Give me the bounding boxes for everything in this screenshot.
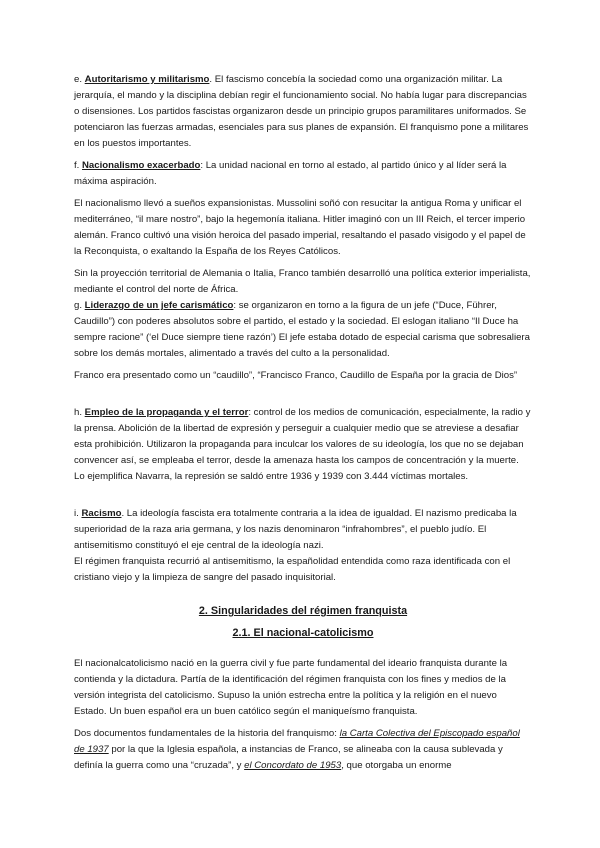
nc-p2-document-carta: la Carta Colectiva del Episcopado español de 1937 xyxy=(74,728,520,755)
section-g-extra-1: Franco era presentado como un “caudillo”, “Francisco Franco, Caudillo de España por la gracia de Dios” xyxy=(74,370,518,381)
section-h-paragraph xyxy=(74,405,532,485)
section-f-title: Nacionalismo exacerbado xyxy=(82,160,201,171)
section-h-body: : control de los medios de comunicación, especialmente, la radio y la prensa. Abolición de la libertad de expresión y perseguir a cualquier medio que se atreviese a desafiar esta prohibición. Utilizaron la propaganda para inculcar los valores de su ideología, los que no se dejaban convencer así, se empleaba el terror, desde la amenaza hasta los campos de concentración y la muerte. Lo ejemplifica Navarra, la represión se saldó entre 1936 y 1939 con 3.444 víctimas mortales. xyxy=(74,407,531,482)
subsection-heading-2-1: 2.1. El nacional-catolicismo xyxy=(232,627,374,639)
section-f-body: : La unidad nacional en torno al estado, al partido único y al líder será la máxima aspiración. xyxy=(74,160,507,187)
section-i xyxy=(74,506,532,586)
section-e xyxy=(74,72,532,152)
section-i-body: . La ideología fascista era totalmente contraria a la idea de igualdad. El nazismo predicaba la superioridad de la raza aria germana, y los nazis denominaron “infrahombres”, el pueblo judío. El antisemitismo constituyó el eje central de la ideología nazi. xyxy=(74,508,517,551)
section-f-prefix: f. xyxy=(74,160,82,171)
nacionalcatolicismo-paragraph-2 xyxy=(74,726,532,774)
section-i-extra-1: El régimen franquista recurrió al antisemitismo, la españolidad entendida como raza identificada con el cristiano viejo y la limpieza de sangre del pasado inquisitorial. xyxy=(74,556,511,583)
nc-p2-document-concordato: el Concordato de 1953 xyxy=(244,760,342,771)
section-h-prefix: h. xyxy=(74,407,85,418)
nacionalcatolicismo-text xyxy=(74,656,532,774)
section-e-prefix: e. xyxy=(74,74,85,85)
section-i-paragraph xyxy=(74,506,532,554)
section-g-paragraph xyxy=(74,298,532,362)
section-e-body: . El fascismo concebía la sociedad como una organización militar. La jerarquía, el mando y la disciplina debían regir el funcionamiento social. No había lugar para discrepancias o disensiones. Los partidos fascistas organizaron desde un principio grupos paramilitares uniformados. Se potenciaron las fuerzas armadas, esenciales para sus planes de expansión. El franquismo pone a militares en los puestos importantes. xyxy=(74,74,529,149)
section-f-paragraph xyxy=(74,158,532,190)
section-f-extra-2: Sin la proyección territorial de Alemania o Italia, Franco también desarrolló una política exterior imperialista, mediante el control del norte de África. xyxy=(74,268,531,295)
section-g xyxy=(74,298,532,384)
section-h-title: Empleo de la propaganda y el terror xyxy=(84,407,249,418)
nc-p2-intro: Dos documentos fundamentales de la historia del franquismo: xyxy=(74,728,340,739)
section-f xyxy=(74,158,532,298)
section-g-title: Liderazgo de un jefe carismático xyxy=(84,300,234,311)
section-e-title: Autoritarismo y militarismo xyxy=(84,74,210,85)
section-e-paragraph xyxy=(74,72,532,152)
section-f-extra-1: El nacionalismo llevó a sueños expansionistas. Mussolini soñó con resucitar la antigua Roma y unificar el mediterráneo, “il mare nostro”, bajo la hegemonía italiana. Hitler imaginó con un III Reich, el tercer imperio alemán. Franco cultivó una visión heroica del pasado imperial, resaltando el pasado visigodo y el papel de la Reconquista, o exaltando la España de los Reyes Católicos. xyxy=(74,198,526,257)
nc-p2-middle: por la que la Iglesia española, a instancias de Franco, se alineaba con la causa sublevada y definía la guerra como una “cruzada”, y xyxy=(74,744,503,771)
section-h xyxy=(74,405,532,485)
section-g-body: : se organizaron en torno a la figura de un jefe (“Duce, Führer, Caudillo”) con poderes absolutos sobre el partido, el estado y la sociedad. El eslogan italiano “Il Duce ha sempre racione” (‘el Duce siempre tiene razón’) El jefe estaba dotado de especial carisma que sobresaliera sobre los demás mortales, alimentado a través del culto a la personalidad. xyxy=(74,300,530,359)
section-g-prefix: g. xyxy=(74,300,85,311)
section-i-title: Racismo xyxy=(81,508,122,519)
nc-p2-tail: , que otorgaba un enorme xyxy=(341,760,452,771)
nacionalcatolicismo-paragraph-1: El nacionalcatolicismo nació en la guerra civil y fue parte fundamental del ideario franquista durante la contienda y la dictadura. Partía de la identificación del régimen franquista con los fines y medios de la versión integrista del catolicismo. Supuso la unión estrecha entre la política y la religión en el nuevo Estado. Un buen español era un buen católico según el maniqueísmo franquista. xyxy=(74,658,508,717)
section-heading-2: 2. Singularidades del régimen franquista xyxy=(198,605,408,617)
section-i-prefix: i. xyxy=(74,508,82,519)
